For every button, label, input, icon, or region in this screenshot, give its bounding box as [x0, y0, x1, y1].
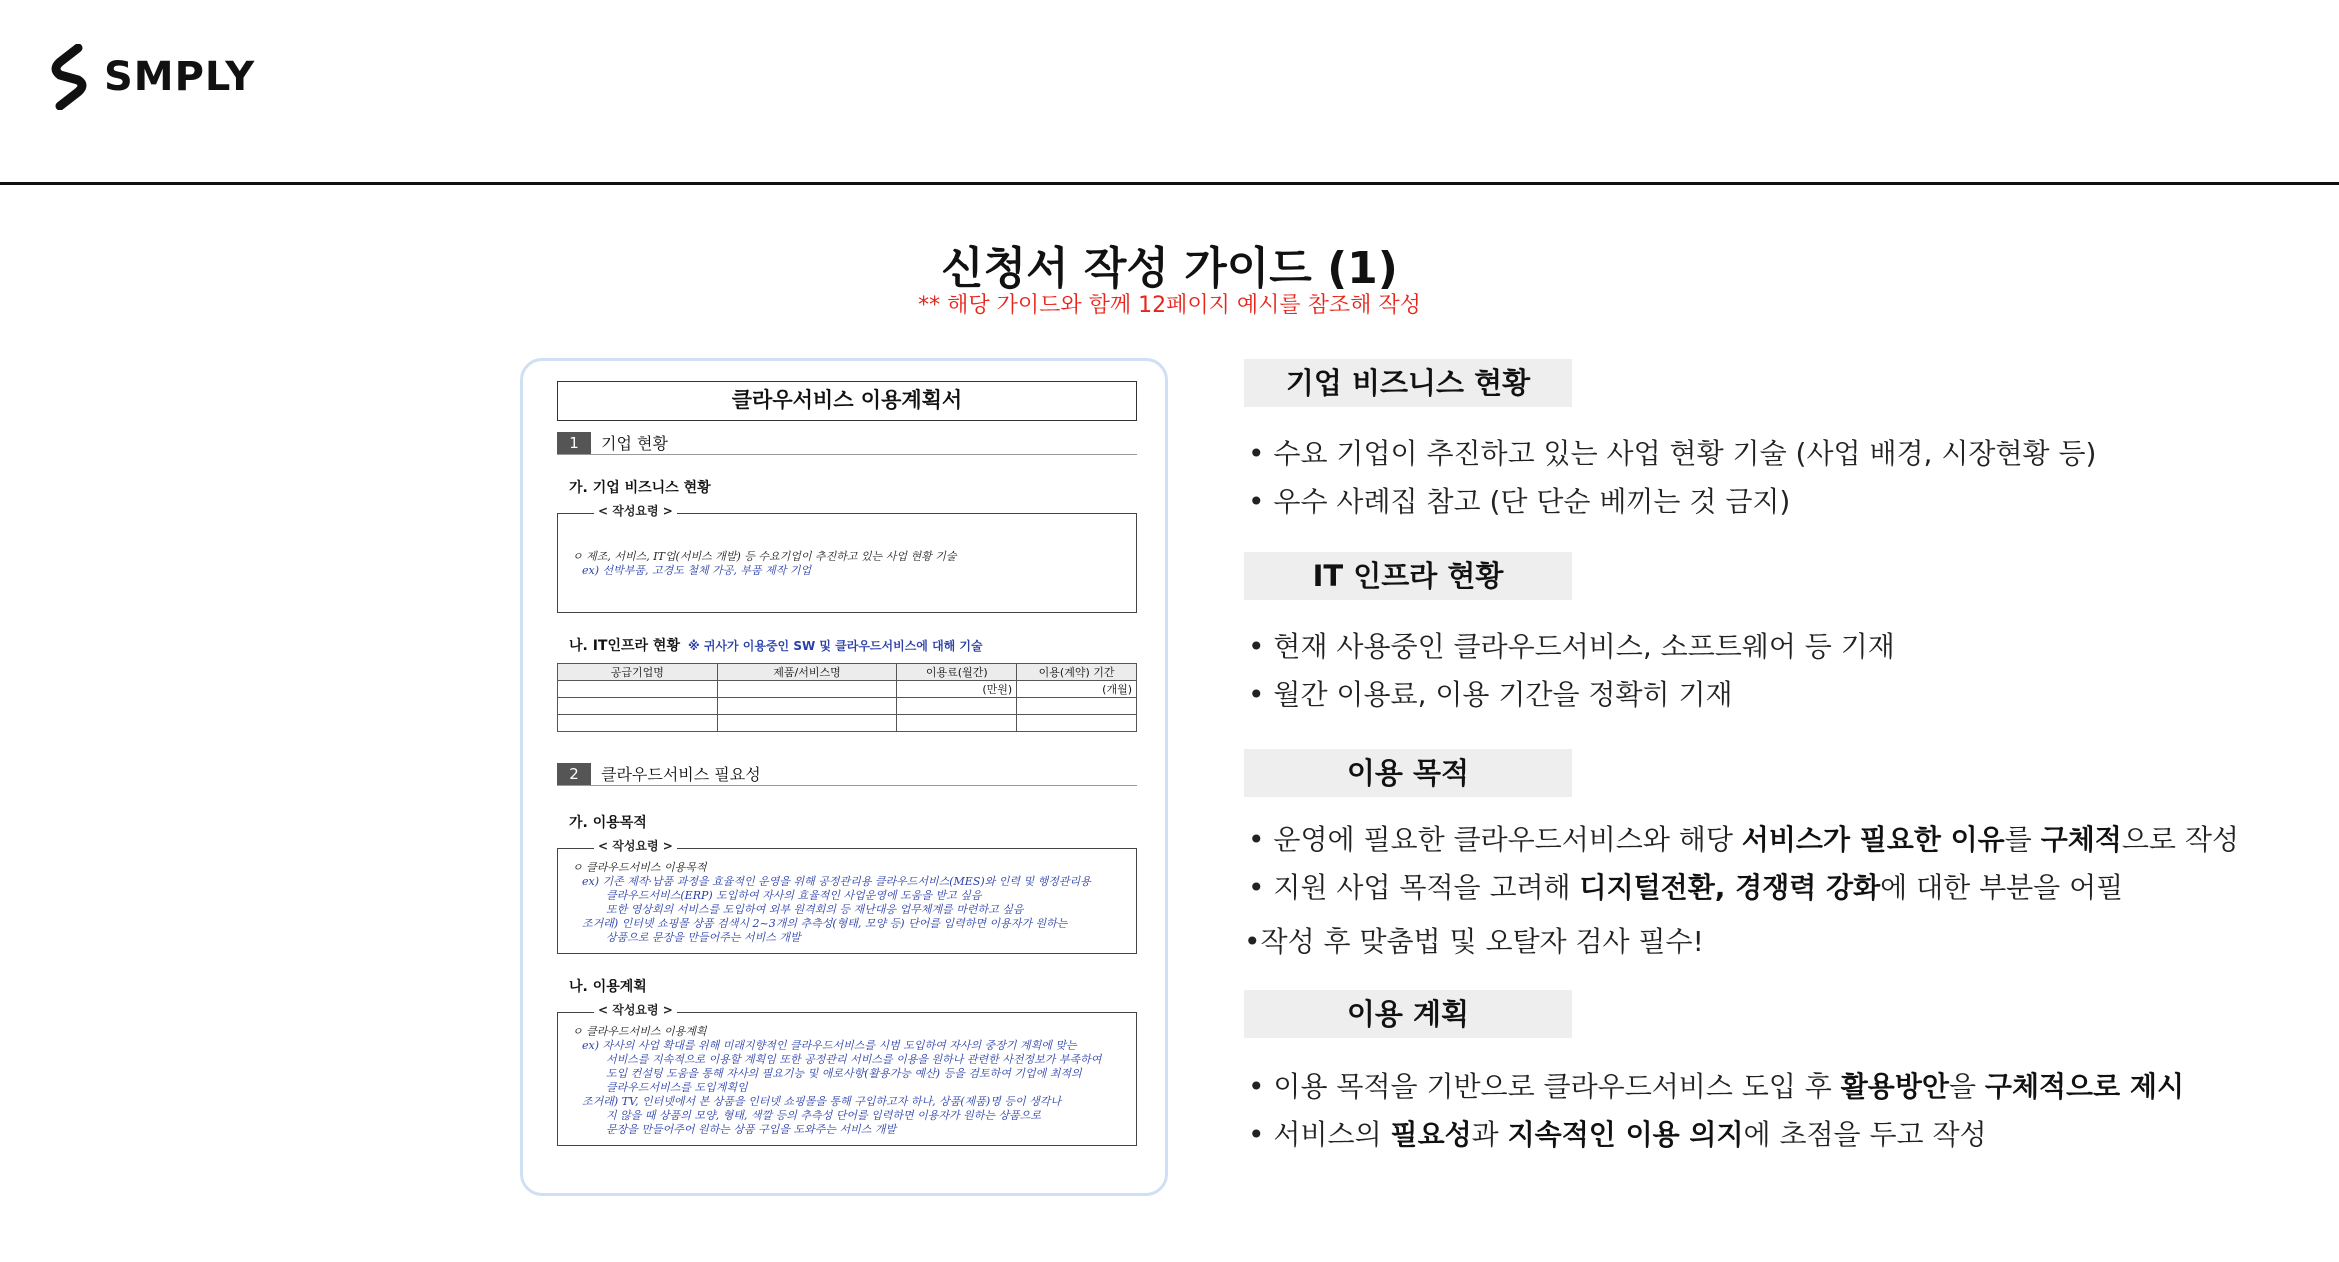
bullet-text: 현재 사용중인 클라우드서비스, 소프트웨어 등 기재	[1273, 630, 1895, 663]
table-header: 이용(계약) 기간	[1017, 664, 1137, 681]
bullet-emphasis: 서비스가 필요한 이유	[1741, 823, 2005, 856]
bullet-marker: •	[1248, 630, 1265, 663]
guide-line: 조거래) TV, 인터넷에서 본 상품을 인터넷 쇼핑몰을 통해 구입하고자 하나, 상품(제품)명 등이 생각나	[582, 1095, 1061, 1108]
guide-line: 클라우드서비스(ERP) 도입하여 자사의 효율적인 사업운영에 도움을 받고 싶음	[606, 889, 982, 902]
bullet-text: 우수 사례집 참고 (단 단순 베끼는 것 금지)	[1273, 485, 1791, 518]
section-title-plan: 이용 계획	[1244, 990, 1572, 1038]
document-preview	[557, 381, 1137, 1146]
table-header: 공급기업명	[558, 664, 718, 681]
table-cell: (만원)	[897, 681, 1017, 698]
bullet-marker: •	[1248, 678, 1265, 711]
bullet-text: 수요 기업이 추진하고 있는 사업 현황 기술 (사업 배경, 시장현황 등)	[1273, 437, 2097, 470]
table-row	[558, 715, 1137, 732]
bullet-marker: •	[1248, 871, 1265, 904]
bullet-emphasis: 활용방안	[1840, 1070, 1949, 1103]
table-row	[558, 681, 1137, 698]
guide-line: ex) 기존 제작·납품 과정을 효율적인 운영을 위해 공정관리용 클라우드서비스(MES)와 인력 및 행정관리용	[582, 875, 1091, 888]
section-title-purpose: 이용 목적	[1244, 749, 1572, 797]
bullet-text: 을	[1948, 1070, 1985, 1103]
header-divider	[0, 182, 2339, 185]
guide-line: 클라우드서비스를 도입계획임	[606, 1081, 748, 1094]
section-2-label: 클라우드서비스 필요성	[601, 765, 761, 784]
bullet-text: 지원 사업 목적을 고려해	[1273, 871, 1580, 904]
section-2-header	[557, 762, 1137, 786]
bullet-text: 에 대한 부분을 어필	[1880, 871, 2124, 904]
bullet-item	[1248, 625, 1895, 665]
section-1-label: 기업 현황	[601, 434, 668, 453]
guide-line: 도입 컨설팅 도움을 통해 자사의 필요기능 및 애로사항(활용가능 예산) 등을 검토하여 기업에 최적의	[606, 1067, 1082, 1080]
bullet-marker: •	[1244, 925, 1261, 958]
bullet-text: 월간 이용료, 이용 기간을 정확히 기재	[1273, 678, 1733, 711]
table-header: 제품/서비스명	[717, 664, 897, 681]
bullet-item	[1248, 673, 1733, 713]
bullet-item	[1244, 920, 1704, 960]
bullet-item	[1248, 480, 1790, 520]
it-infra-table	[557, 663, 1137, 732]
table-row	[558, 698, 1137, 715]
bullet-marker: •	[1248, 437, 1265, 470]
subsection-it-infra-label: 나. IT인프라 현황	[569, 638, 680, 654]
document-title: 클라우서비스 이용계획서	[557, 381, 1137, 421]
bullet-marker: •	[1248, 823, 1265, 856]
bullet-item	[1248, 866, 2123, 906]
bullet-marker: •	[1248, 1070, 1265, 1103]
section-title-it-infra: IT 인프라 현황	[1244, 552, 1572, 600]
subsection-it-infra-note: ※ 귀사가 이용중인 SW 및 클라우드서비스에 대해 기술	[687, 639, 983, 653]
section-1-header	[557, 431, 1137, 455]
bullet-item	[1248, 432, 2096, 472]
bullet-text: 에 초점을 두고 작성	[1743, 1118, 1987, 1151]
subsection-it-infra	[569, 635, 1137, 655]
guide-line: ㅇ 클라우드서비스 이용목적	[572, 861, 707, 874]
guide-box-plan	[557, 1003, 1137, 1146]
guide-line: 서비스를 지속적으로 이용할 계획임 또한 공정관리 서비스를 이용을 원하나 관련한 사전정보가 부족하여	[606, 1053, 1102, 1066]
guide-line: 상품으로 문장을 만들어주는 서비스 개발	[606, 931, 801, 944]
bullet-item	[1248, 1113, 1987, 1153]
subsection-purpose: 가. 이용목적	[569, 815, 647, 831]
table-cell	[558, 681, 718, 698]
page-subtitle: ** 해당 가이드와 함께 12페이지 예시를 참조해 작성	[918, 293, 1421, 318]
smply-logo-icon	[48, 44, 90, 110]
guide-line: ex) 선박부품, 고경도 철체 가공, 부품 제작 기업	[582, 564, 812, 577]
guide-box-business	[557, 504, 1137, 613]
bullet-text: 를	[2004, 823, 2041, 856]
bullet-text: 으로 작성	[2121, 823, 2239, 856]
bullet-emphasis: 필요성	[1390, 1118, 1472, 1151]
bullet-text: 서비스의	[1273, 1118, 1391, 1151]
guide-line: 또한 영상회의 서비스를 도입하여 외부 원격회의 등 재난대응 업무체계를 마련하고 싶음	[606, 903, 1024, 916]
table-header: 이용료(월간)	[897, 664, 1017, 681]
guide-line: ex) 자사의 사업 확대를 위해 미래지향적인 클라우드서비스를 시범 도입하여 자사의 중장기 계획에 맞는	[582, 1039, 1077, 1052]
guide-line: 조거래) 인터넷 쇼핑몰 상품 검색시 2~3개의 추측성(형태, 모양 등) 단어를 입력하면 이용자가 원하는	[582, 917, 1068, 930]
bullet-text: 과	[1471, 1118, 1508, 1151]
guide-tag: < 작성요령 >	[594, 839, 677, 853]
bullet-marker: •	[1248, 485, 1265, 518]
page-title: 신청서 작성 가이드 (1)	[941, 243, 1398, 294]
document-preview-frame	[520, 358, 1168, 1196]
guide-tag: < 작성요령 >	[594, 504, 677, 518]
bullet-text: 작성 후 맞춤법 및 오탈자 검사 필수!	[1260, 925, 1704, 958]
subsection-business-status: 가. 기업 비즈니스 현황	[569, 480, 711, 496]
brand-logo	[48, 44, 255, 110]
bullet-item	[1248, 1065, 2184, 1105]
section-title-business: 기업 비즈니스 현황	[1244, 359, 1572, 407]
bullet-emphasis: 디지털전환, 경쟁력 강화	[1579, 871, 1881, 904]
table-header-row	[558, 664, 1137, 681]
bullet-item	[1248, 818, 2239, 858]
bullet-text: 운영에 필요한 클라우드서비스와 해당	[1273, 823, 1742, 856]
subsection-plan: 나. 이용계획	[569, 979, 647, 995]
guide-box-purpose	[557, 839, 1137, 954]
bullet-emphasis: 구체적	[2040, 823, 2122, 856]
bullet-text: 이용 목적을 기반으로 클라우드서비스 도입 후	[1273, 1070, 1841, 1103]
guide-line: 문장을 만들어주어 원하는 상품 구입을 도와주는 서비스 개발	[606, 1123, 897, 1136]
bullet-emphasis: 구체적으로 제시	[1984, 1070, 2184, 1103]
section-2-number: 2	[557, 763, 591, 785]
guide-line: ㅇ 클라우드서비스 이용계획	[572, 1025, 707, 1038]
guide-tag: < 작성요령 >	[594, 1003, 677, 1017]
bullet-marker: •	[1248, 1118, 1265, 1151]
table-cell	[717, 681, 897, 698]
bullet-emphasis: 지속적인 이용 의지	[1507, 1118, 1744, 1151]
guide-line: ㅇ 제조, 서비스, IT업(서비스 개발) 등 수요기업이 추진하고 있는 사업 현황 기술	[572, 550, 957, 563]
brand-name: SMPLY	[104, 54, 256, 100]
table-cell: (개월)	[1017, 681, 1137, 698]
guide-line: 지 않을 때 상품의 모양, 형태, 색깔 등의 추측성 단어를 입력하면 이용자가 원하는 상품으로	[606, 1109, 1041, 1122]
section-1-number: 1	[557, 432, 591, 454]
